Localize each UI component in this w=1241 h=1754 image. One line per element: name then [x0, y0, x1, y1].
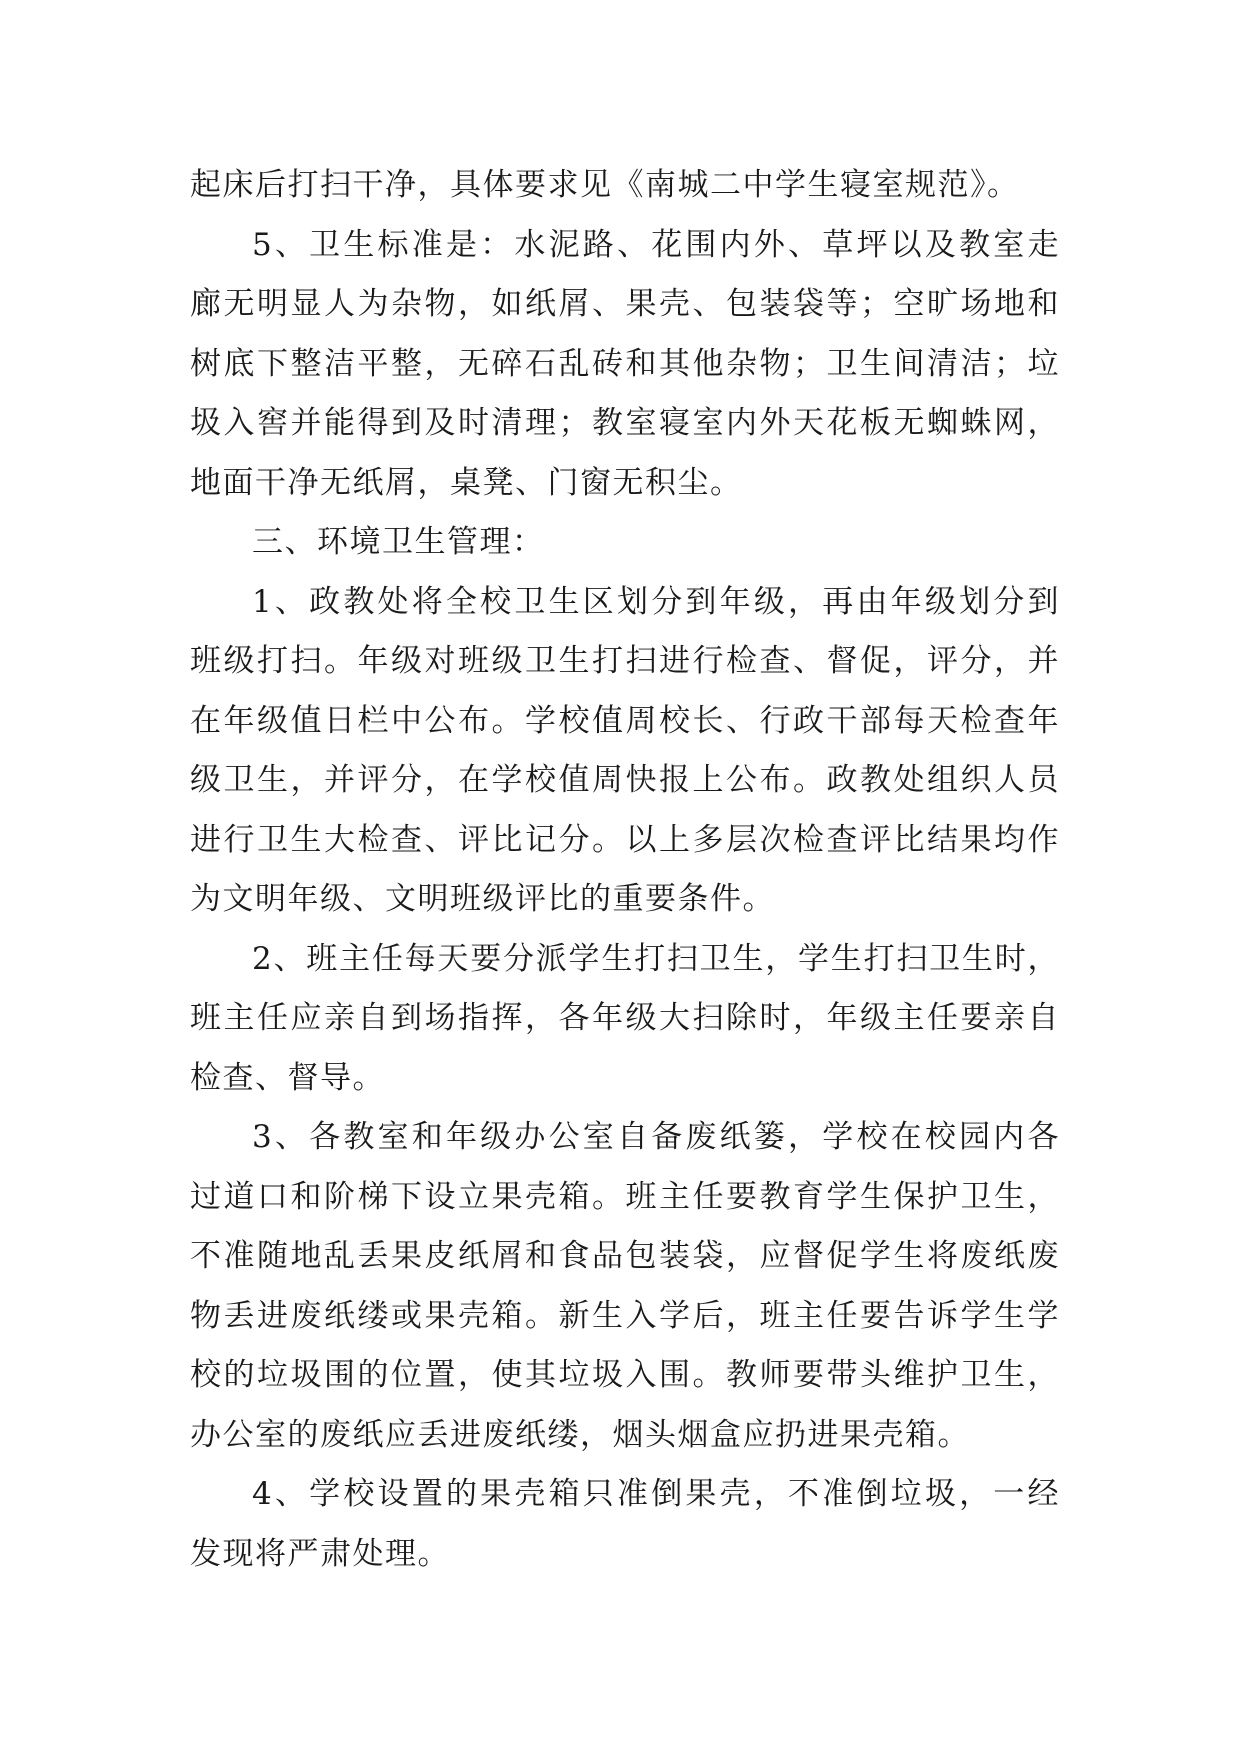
text-line: 起床后打扫干净，具体要求见《南城二中学生寝室规范》。	[190, 167, 1020, 203]
section-heading: 三、环境卫生管理：	[252, 524, 545, 560]
text-line: 进行卫生大检查、评比记分。以上多层次检查评比结果均作	[190, 821, 1060, 858]
text-line: 不准随地乱丢果皮纸屑和食品包装袋，应督促学生将废纸废	[190, 1238, 1060, 1274]
text-line: 地面干净无纸屑，桌凳、门窗无积尘。	[190, 464, 743, 501]
text-line: 树底下整洁平整，无碎石乱砖和其他杂物；卫生间清洁；垃	[190, 345, 1060, 382]
text-line: 班主任应亲自到场指挥，各年级大扫除时，年级主任要亲自	[190, 1000, 1060, 1036]
text-line: 圾入窖并能得到及时清理；教室寝室内外天花板无蜘蛛网，	[190, 405, 1060, 441]
text-line: 4、学校设置的果壳箱只准倒果壳，不准倒垃圾，一经	[252, 1476, 1060, 1512]
text-line: 1、政教处将全校卫生区划分到年级，再由年级划分到	[252, 583, 1060, 620]
text-line: 5、卫生标准是：水泥路、花围内外、草坪以及教室走	[252, 226, 1060, 263]
text-line: 过道口和阶梯下设立果壳箱。班主任要教育学生保护卫生，	[190, 1178, 1060, 1215]
text-line: 级卫生，并评分，在学校值周快报上公布。政教处组织人员	[190, 762, 1060, 798]
text-line: 检查、督导。	[190, 1059, 385, 1096]
text-line: 办公室的废纸应丢进废纸缕，烟头烟盒应扔进果壳箱。	[190, 1416, 970, 1453]
text-line: 为文明年级、文明班级评比的重要条件。	[190, 881, 775, 917]
document-body	[190, 156, 1060, 1584]
text-line: 廊无明显人为杂物，如纸屑、果壳、包装袋等；空旷场地和	[190, 286, 1060, 322]
text-line: 班级打扫。年级对班级卫生打扫进行检查、督促，评分，并	[190, 643, 1060, 679]
text-line: 校的垃圾围的位置，使其垃圾入围。教师要带头维护卫生，	[190, 1357, 1060, 1393]
text-line: 3、各教室和年级办公室自备废纸篓，学校在校园内各	[252, 1119, 1060, 1155]
text-line: 物丢进废纸缕或果壳箱。新生入学后，班主任要告诉学生学	[190, 1297, 1060, 1334]
text-line: 发现将严肃处理。	[190, 1535, 450, 1572]
text-line: 在年级值日栏中公布。学校值周校长、行政干部每天检查年	[190, 702, 1060, 739]
text-line: 2、班主任每天要分派学生打扫卫生，学生打扫卫生时，	[252, 940, 1060, 977]
